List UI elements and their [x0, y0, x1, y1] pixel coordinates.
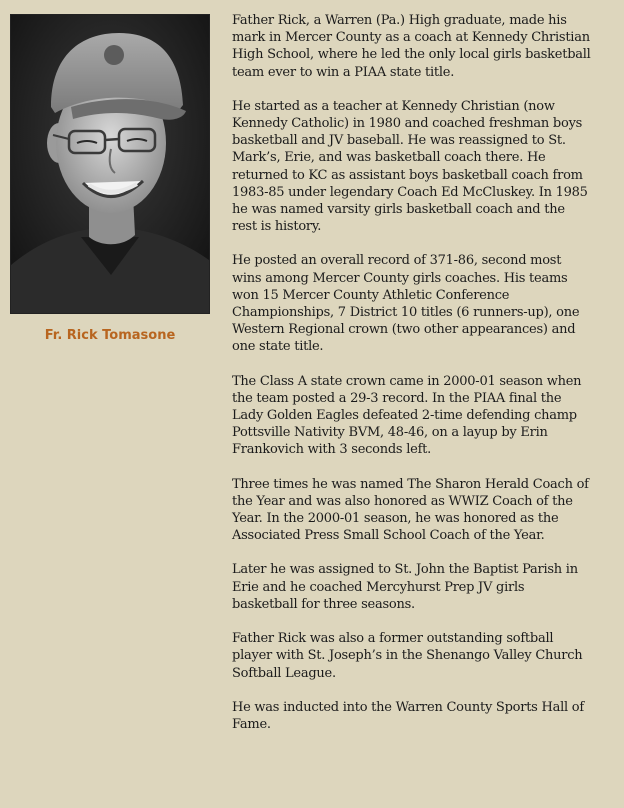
portrait-photo-icon: [11, 15, 209, 313]
paragraph: Later he was assigned to St. John the Baptist Parish in Erie and he coached Mercyhurst Prep JV girls basketball for three seasons.: [232, 562, 578, 612]
portrait-photo: [10, 14, 210, 314]
article-body: [232, 12, 592, 750]
paragraph: Father Rick, a Warren (Pa.) High graduate, made his mark in Mercer County as a coach at Kennedy Christian High School, where he led the only local girls basketball team ever to win a PIAA state title.: [232, 13, 591, 80]
paragraph: Father Rick was also a former outstanding softball player with St. Joseph’s in the Shenango Valley Church Softball League.: [232, 631, 583, 681]
paragraph: He started as a teacher at Kennedy Christian (now Kennedy Catholic) in 1980 and coached freshman boys basketball and JV baseball. He was reassigned to St. Mark’s, Erie, and was basketball coach there. He returned to KC as assistant boys basketball coach from 1983-85 under legendary Coach Ed McCluskey. In 1985 he was named varsity girls basketball coach and the rest is history.: [232, 98, 588, 235]
paragraph: The Class A state crown came in 2000-01 season when the team posted a 29-3 record. In the PIAA final the Lady Golden Eagles defeated 2-time defending champ Pottsville Nativity BVM, 48-46, on a layup by Erin Frankovich with 3 seconds left.: [232, 373, 582, 458]
paragraph: He was inducted into the Warren County Sports Hall of Fame.: [232, 699, 584, 732]
paragraph: He posted an overall record of 371-86, second most wins among Mercer County girls coaches. His teams won 15 Mercer County Athletic Conference Championships, 7 District 10 titles (6 runners-up), one Western Regional crown (two other appearances) and one state title.: [232, 253, 580, 355]
paragraph: Three times he was named The Sharon Herald Coach of the Year and was also honored as WWIZ Coach of the Year. In the 2000-01 season, he was honored as the Associated Press Small School Coach of the Year.: [232, 476, 589, 544]
photo-caption: Fr. Rick Tomasone: [44, 328, 176, 343]
